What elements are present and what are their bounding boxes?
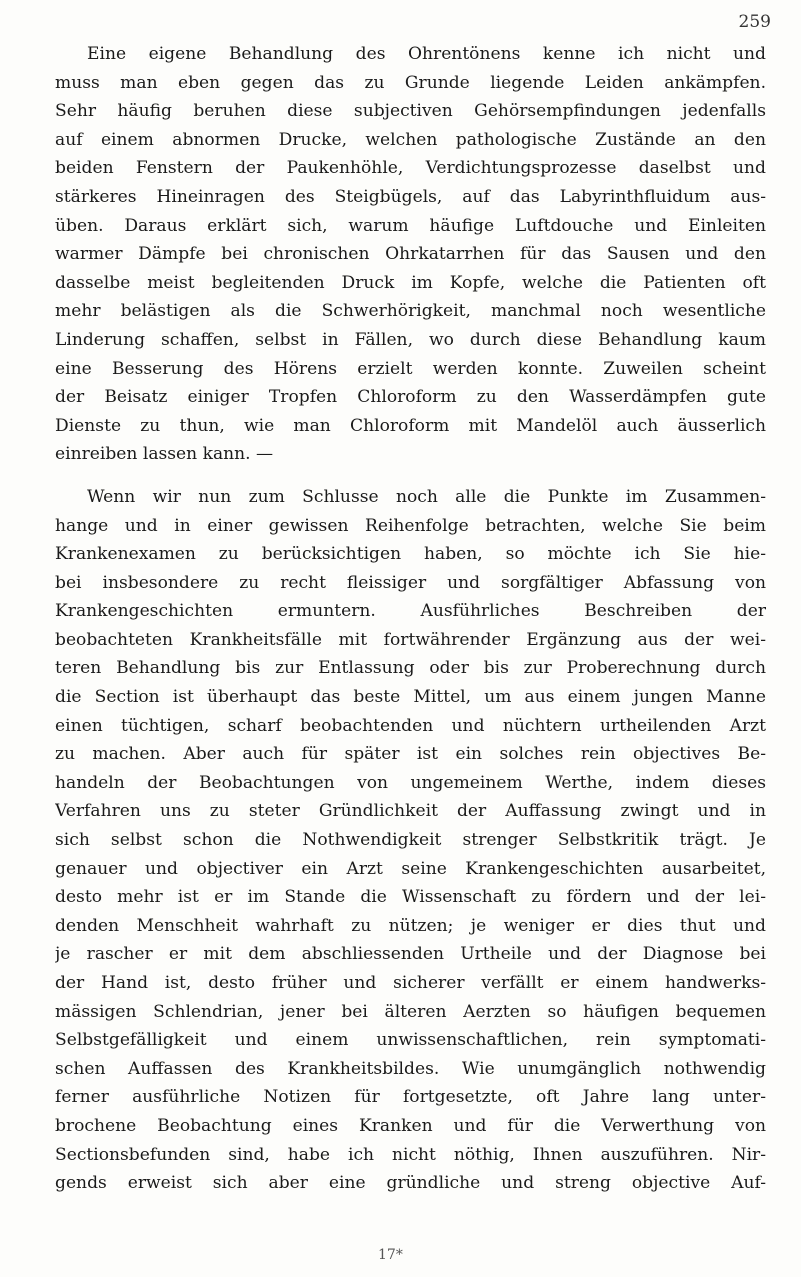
paragraph-gap [55, 469, 766, 483]
text-line: bei insbesondere zu recht fleissiger und sorgfältiger Abfassung von [55, 572, 766, 593]
text-line: je rascher er mit dem abschliessenden Urtheile und der Diagnose bei [55, 944, 766, 965]
text-line: Linderung schaffen, selbst in Fällen, wo durch diese Behandlung kaum [55, 329, 766, 350]
text-line: eine Besserung des Hörens erzielt werden konnte. Zuweilen scheint [55, 358, 766, 379]
text-line: der Beisatz einiger Tropfen Chloroform zu den Wasserdämpfen gute [55, 387, 766, 408]
text-line: Krankengeschichten ermuntern. Ausführliches Beschreiben der [55, 601, 766, 622]
text-line: einen tüchtigen, scharf beobachtenden und nüchtern urtheilenden Arzt [55, 715, 766, 736]
text-line: muss man eben gegen das zu Grunde liegende Leiden ankämpfen. [55, 72, 766, 93]
text-line: zu machen. Aber auch für später ist ein solches rein objectives Be- [55, 744, 766, 765]
text-line: der Hand ist, desto früher und sicherer verfällt er einem handwerks- [55, 973, 766, 993]
text-line: schen Auffassen des Krankheitsbildes. Wie unumgänglich nothwendig [55, 1058, 766, 1079]
text-line: ferner ausführliche Notizen für fortgesetzte, oft Jahre lang unter- [55, 1087, 766, 1108]
text-line: stärkeres Hineinragen des Steigbügels, auf das Labyrinthfluidum aus- [55, 186, 766, 207]
text-line: Dienste zu thun, wie man Chloroform mit Mandelöl auch äusserlich [55, 415, 766, 436]
text-line: Sehr häufig beruhen diese subjectiven Gehörsempfindungen jedenfalls [55, 101, 766, 122]
signature-mark: 17* [378, 1247, 403, 1263]
text-line: denden Menschheit wahrhaft zu nützen; je weniger er dies thut und [55, 915, 766, 936]
text-line: brochene Beobachtung eines Kranken und für die Verwerthung von [55, 1115, 766, 1136]
text-line: teren Behandlung bis zur Entlassung oder bis zur Proberechnung durch [55, 658, 766, 679]
text-line: Selbstgefälligkeit und einem unwissenschaftlichen, rein symptomati- [55, 1030, 766, 1051]
text-line: auf einem abnormen Drucke, welchen pathologische Zustände an den [55, 129, 766, 150]
text-line: Sectionsbefunden sind, habe ich nicht nöthig, Ihnen auszuführen. Nir- [55, 1144, 766, 1165]
text-line: sich selbst schon die Nothwendigkeit strenger Selbstkritik trägt. Je [55, 830, 766, 851]
text-line: mehr belästigen als die Schwerhörigkeit, manchmal noch wesentliche [55, 301, 766, 322]
text-line: warmer Dämpfe bei chronischen Ohrkatarrhen für das Sausen und den [55, 244, 766, 265]
text-line: die Section ist überhaupt das beste Mittel, um aus einem jungen Manne [55, 687, 766, 708]
text-line: einreiben lassen kann. — [55, 444, 274, 465]
page-number: 259 [738, 12, 771, 32]
text-line: handeln der Beobachtungen von ungemeinem Werthe, indem dieses [55, 772, 766, 793]
paragraph-2 [55, 483, 766, 1198]
text-line: dasselbe meist begleitenden Druck im Kopfe, welche die Patienten oft [55, 272, 766, 293]
text-line: mässigen Schlendrian, jener bei älteren Aerzten so häufigen bequemen [55, 1001, 766, 1022]
text-line: genauer und objectiver ein Arzt seine Krankengeschichten ausarbeitet, [55, 858, 766, 879]
text-line: beobachteten Krankheitsfälle mit fortwährender Ergänzung aus der wei- [55, 629, 766, 650]
paragraph-1 [55, 40, 766, 469]
text-line: desto mehr ist er im Stande die Wissenschaft zu fördern und der lei- [55, 887, 766, 908]
text-line: gends erweist sich aber eine gründliche und streng objective Auf- [55, 1173, 766, 1194]
text-line: üben. Daraus erklärt sich, warum häufige Luftdouche und Einleiten [55, 215, 766, 236]
text-line: Verfahren uns zu steter Gründlichkeit der Auffassung zwingt und in [55, 801, 766, 822]
text-line: Krankenexamen zu berücksichtigen haben, so möchte ich Sie hie- [55, 544, 766, 565]
text-line: hange und in einer gewissen Reihenfolge betrachten, welche Sie beim [55, 515, 766, 536]
text-line: beiden Fenstern der Paukenhöhle, Verdichtungsprozesse daselbst und [55, 158, 766, 179]
body-text [55, 40, 766, 1198]
text-line: Wenn wir nun zum Schlusse noch alle die Punkte im Zusammen- [87, 486, 766, 507]
text-line: Eine eigene Behandlung des Ohrentönens kenne ich nicht und [87, 44, 766, 64]
